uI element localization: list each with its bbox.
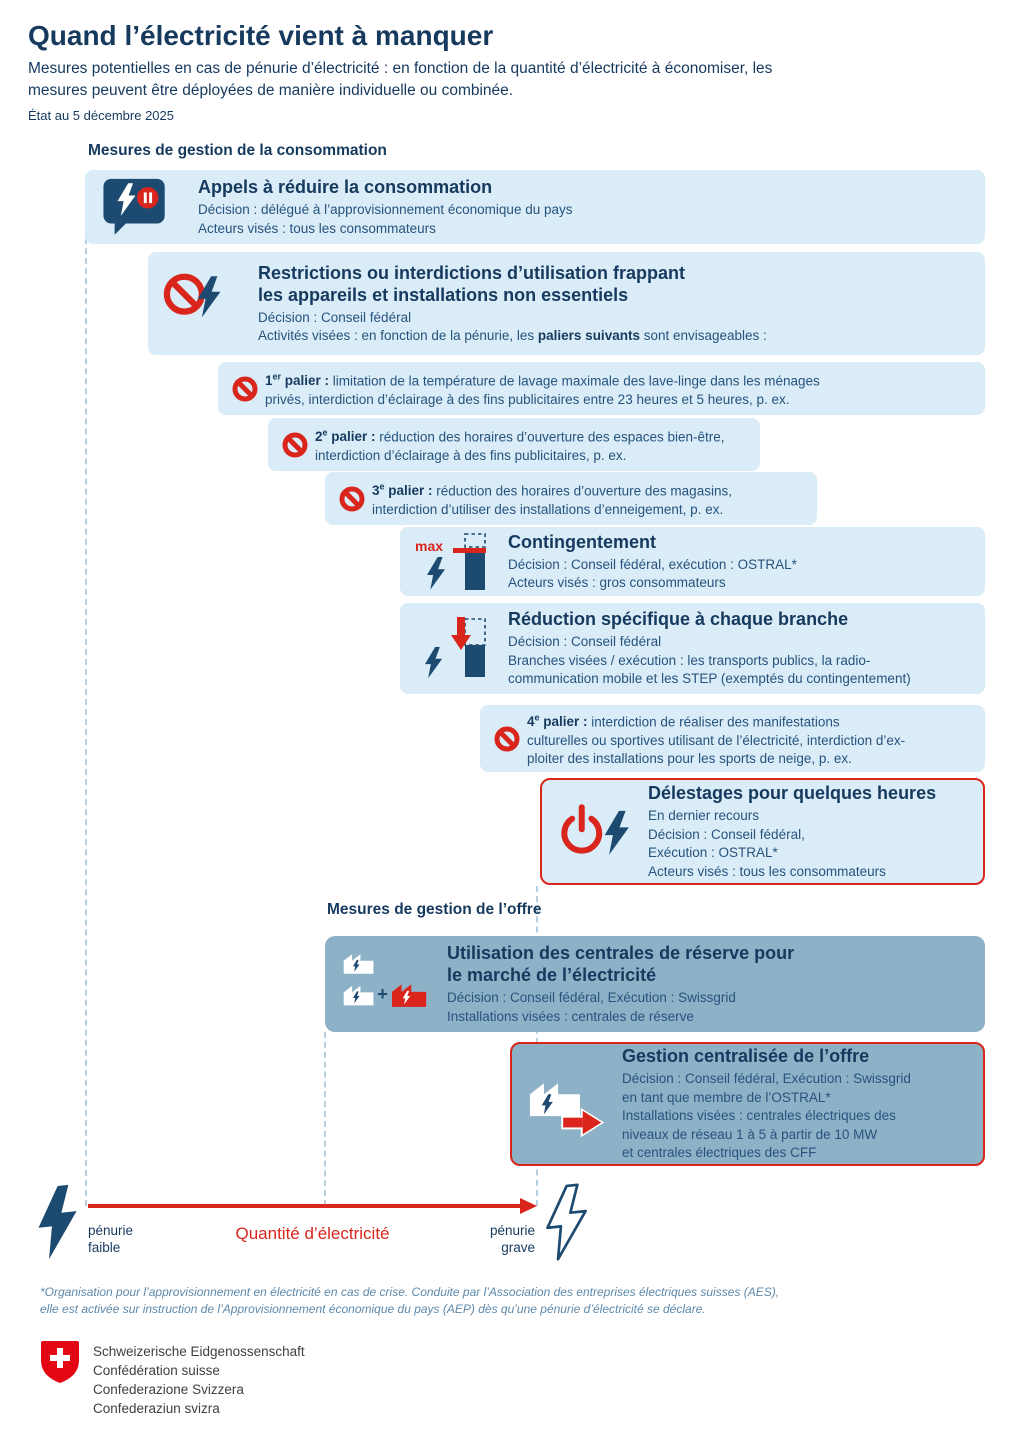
axis-label-low: pénurie faible bbox=[88, 1223, 134, 1255]
prohibition-icon bbox=[480, 725, 527, 753]
measure-title: Appels à réduire la consommation bbox=[198, 177, 493, 197]
svg-text:max: max bbox=[415, 537, 444, 554]
measure-text bbox=[258, 262, 985, 346]
measure-title: le marché de l’électricité bbox=[447, 965, 657, 985]
measure-detail-line: Décision : délégué à l’approvisionnement économique du pays bbox=[198, 202, 573, 217]
palier-text: 3e palier : réduction des horaires d’ouverture des magasins, interdiction d’utiliser des installations d’enneigement, p. ex. bbox=[372, 481, 732, 517]
quota-bar-max-icon bbox=[400, 532, 508, 592]
measure-title: Contingentement bbox=[508, 531, 656, 552]
measure-box-reduction bbox=[400, 603, 985, 694]
measure-box-appels bbox=[85, 170, 985, 244]
palier-text: 4e palier : interdiction de réaliser des manifestations culturelles ou sportives utilisant de l’électricité, interdiction d’ex- ploiter des installations pour les sports de neige, p. ex. bbox=[527, 712, 906, 766]
measure-text bbox=[508, 608, 985, 689]
measure-box-restrictions bbox=[148, 252, 985, 355]
measure-text bbox=[447, 942, 985, 1026]
power-off-lightning-icon bbox=[542, 796, 648, 868]
measure-box-palier-1 bbox=[218, 362, 985, 415]
measure-detail-line: Décision : Conseil fédéral bbox=[258, 309, 412, 325]
measure-text bbox=[622, 1045, 983, 1163]
measure-text bbox=[198, 176, 985, 238]
measure-detail-line: En dernier recours bbox=[648, 808, 760, 823]
measure-detail-line: Acteurs visés : gros consommateurs bbox=[508, 575, 726, 590]
confederation-names: Schweizerische Eidgenossenschaft Confédération suisse Confederazione Svizzera Confederaziun svizra bbox=[93, 1344, 305, 1416]
lightning-outline-icon bbox=[541, 1182, 595, 1262]
measure-title: Délestages pour quelques heures bbox=[648, 783, 937, 803]
lightning-filled-icon bbox=[32, 1182, 86, 1262]
measure-box-gestion bbox=[510, 1042, 985, 1166]
quantity-axis-line bbox=[88, 1204, 522, 1208]
footnote-line: *Organisation pour l’approvisionnement en électricité en cas de crise. Conduite par l’Association des entreprises électriques suisses (AES), bbox=[40, 1285, 780, 1299]
measure-title: Réduction spécifique à chaque branche bbox=[508, 609, 849, 630]
measure-detail-line: communication mobile et les STEP (exemptés du contingentement) bbox=[508, 671, 911, 687]
status-date: État au 5 décembre 2025 bbox=[28, 108, 174, 123]
measure-title: Utilisation des centrales de réserve pour bbox=[447, 943, 795, 963]
dashed-guide-left bbox=[85, 178, 87, 1206]
measure-box-contingentement bbox=[400, 527, 985, 596]
measure-detail-line: Acteurs visés : tous les consommateurs bbox=[648, 863, 886, 879]
section-label-consumption: Mesures de gestion de la consommation bbox=[88, 142, 387, 159]
measure-title: Gestion centralisée de l’offre bbox=[622, 1046, 870, 1067]
measure-detail-line: et centrales électriques des CFF bbox=[622, 1145, 817, 1161]
measure-text bbox=[648, 782, 983, 881]
measure-detail-line: Décision : Conseil fédéral, Exécution : Swissgrid bbox=[622, 1071, 911, 1087]
footnote-line: elle est activée sur instruction de l’Approvisionnement économique du pays (AEP) dès qu’une pénurie d’électricité se déclare. bbox=[40, 1302, 706, 1316]
palier-text: 2e palier : réduction des horaires d’ouverture des espaces bien-être, interdiction d’éclairage à des fins publicitaires, p. ex. bbox=[315, 427, 725, 463]
measure-detail-line: Acteurs visés : tous les consommateurs bbox=[198, 220, 436, 236]
dashed-guide-middle bbox=[324, 1032, 326, 1206]
measure-detail-line: Installations visées : centrales de réserve bbox=[447, 1008, 694, 1024]
measure-box-delestages bbox=[540, 778, 985, 885]
measure-box-palier-2 bbox=[268, 418, 760, 471]
page-title: Quand l’électricité vient à manquer bbox=[28, 20, 494, 51]
measure-title: les appareils et installations non essentiels bbox=[258, 284, 629, 305]
axis-label-high: pénurie grave bbox=[489, 1223, 535, 1255]
bar-reduction-arrow-icon bbox=[400, 617, 508, 681]
measure-detail-line: Décision : Conseil fédéral, exécution : OSTRAL* bbox=[508, 556, 797, 572]
palier-text: 1er palier : limitation de la température de lavage maximale des lave-linge dans les ménages privés, interdiction d’éclairage à des fins publicitaires entre 23 heures et 5 heures, p. ex. bbox=[265, 371, 820, 407]
measure-text bbox=[508, 531, 985, 593]
measure-detail-line: Installations visées : centrales électriques des bbox=[622, 1108, 896, 1124]
page-subtitle: Mesures potentielles en cas de pénurie d’électricité : en fonction de la quantité d’électricité à économiser, les mesures peuvent être déployées de manière individuelle ou combinée. bbox=[28, 60, 773, 99]
measure-detail-line: Décision : Conseil fédéral, bbox=[648, 826, 805, 842]
prohibition-icon bbox=[218, 375, 265, 403]
measure-box-utilisation bbox=[325, 936, 985, 1032]
measure-title: Restrictions ou interdictions d’utilisation frappant bbox=[258, 262, 686, 283]
measure-box-palier-3 bbox=[325, 472, 817, 525]
swiss-confederation-footer bbox=[40, 1340, 305, 1418]
axis-label-quantity: Quantité d’électricité bbox=[235, 1224, 390, 1243]
power-plants-plus-icon bbox=[325, 947, 447, 1021]
speech-bubble-lightning-icon bbox=[85, 177, 198, 238]
section-label-supply: Mesures de gestion de l’offre bbox=[327, 901, 542, 918]
quantity-axis-arrowhead bbox=[520, 1198, 537, 1214]
power-plant-arrow-icon bbox=[512, 1063, 622, 1145]
prohibition-icon bbox=[268, 431, 315, 459]
measure-box-palier-4 bbox=[480, 705, 985, 772]
svg-text:+: + bbox=[377, 982, 388, 1004]
measure-detail-line: Décision : Conseil fédéral, Exécution : Swissgrid bbox=[447, 990, 736, 1005]
measure-detail-line: en tant que membre de l’OSTRAL* bbox=[622, 1089, 831, 1105]
swiss-coat-of-arms-icon bbox=[40, 1340, 80, 1384]
measure-detail-line: Exécution : OSTRAL* bbox=[648, 845, 778, 860]
measure-detail-line: Décision : Conseil fédéral bbox=[508, 634, 662, 650]
measure-detail-line: Activités visées : en fonction de la pénurie, les paliers suivants sont envisageables : bbox=[258, 328, 767, 343]
measure-detail-line: Branches visées / exécution : les transports publics, la radio- bbox=[508, 652, 871, 668]
prohibition-lightning-icon bbox=[148, 268, 258, 340]
prohibition-icon bbox=[325, 485, 372, 513]
measure-detail-line: niveaux de réseau 1 à 5 à partir de 10 MW bbox=[622, 1126, 878, 1142]
